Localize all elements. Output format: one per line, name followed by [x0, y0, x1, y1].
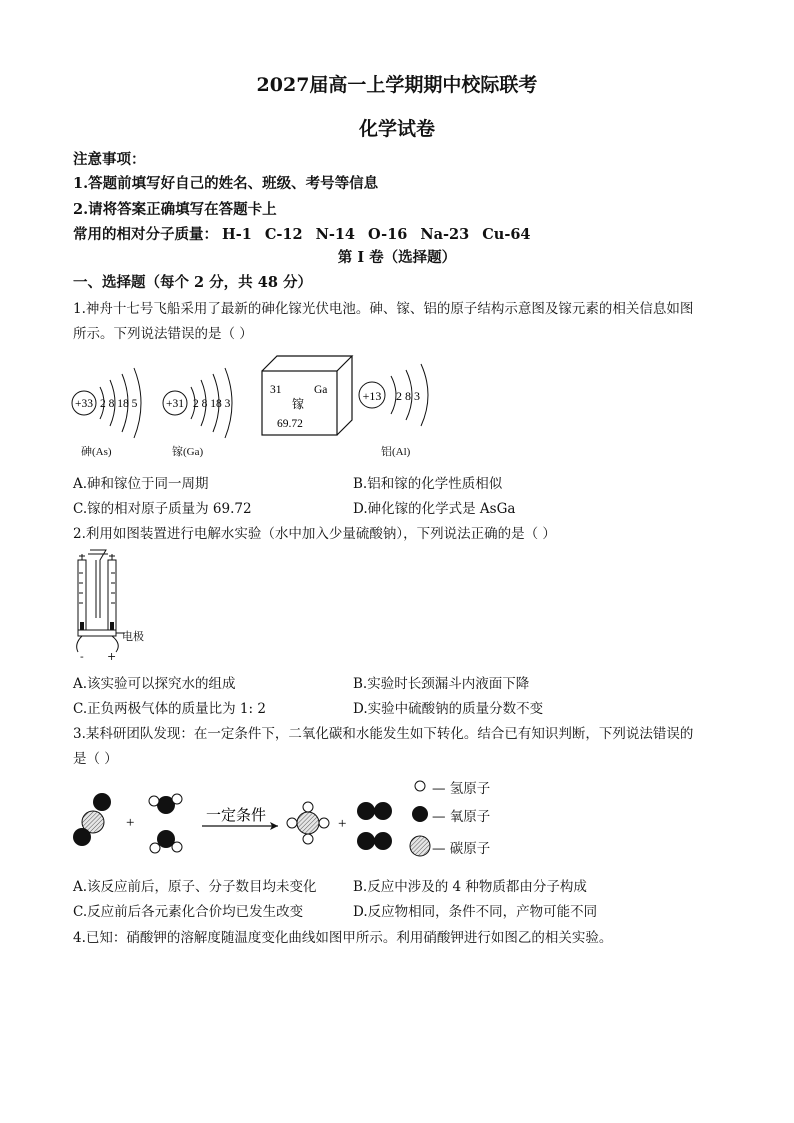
ga-symbol: Ga: [314, 384, 328, 396]
q1-option-a: A.砷和镓位于同一周期: [73, 476, 209, 492]
ga-label: 镓(Ga): [172, 446, 204, 458]
q2-option-b: B.实验时长颈漏斗内液面下降: [353, 676, 530, 692]
legend-hydrogen: — 氢原子: [432, 781, 491, 797]
notes-heading: 注意事项：: [73, 151, 146, 168]
q1-stem-line2: 所示。下列说法错误的是（ ）: [73, 326, 253, 342]
electrolysis-apparatus: [70, 548, 130, 663]
mass-c: C-12: [264, 226, 303, 243]
note-item-1: 1.答题前填写好自己的姓名、班级、考号等信息: [73, 175, 379, 192]
atomic-mass-row: [73, 223, 544, 244]
as-shells: 2 8 18 5: [100, 398, 138, 410]
oxygen-molecule-1: [357, 802, 392, 820]
q1-stem-line1: 1.神舟十七号飞船采用了最新的砷化镓光伏电池。砷、镓、铝的原子结构示意图及镓元素的相关信息如图: [73, 301, 694, 317]
legend-oxygen: — 氧原子: [432, 809, 491, 825]
q1-option-d: D.砷化镓的化学式是 AsGa: [353, 501, 516, 517]
reaction-condition: 一定条件: [206, 808, 267, 824]
q4-stem: 4.已知：硝酸钾的溶解度随温度变化曲线如图甲所示。利用硝酸钾进行如图乙的相关实验。: [73, 930, 613, 946]
co2-molecule: [73, 793, 111, 846]
al-atom-diagram: [359, 364, 428, 426]
as-nucleus: +33: [75, 398, 93, 410]
water-molecule-1: [149, 794, 182, 814]
exam-title: 2027届高一上学期期中校际联考: [256, 74, 538, 96]
q2-stem: 2.利用如图装置进行电解水实验（水中加入少量硫酸钠），下列说法正确的是（ ）: [73, 526, 556, 542]
q2-option-d: D.实验中硫酸钠的质量分数不变: [353, 701, 544, 717]
positive-terminal: +: [107, 650, 117, 663]
product-plus: +: [338, 816, 347, 832]
ga-nucleus: +31: [166, 398, 184, 410]
mass-n: N-14: [315, 226, 356, 243]
al-shells: 2 8 3: [396, 389, 420, 403]
legend-carbon: — 碳原子: [432, 841, 491, 857]
al-nucleus: +13: [362, 389, 382, 403]
mass-na: Na-23: [420, 226, 470, 243]
product-molecule: [287, 802, 329, 844]
al-label: 铝(Al): [381, 446, 411, 458]
ga-name: 镓: [292, 397, 305, 411]
ga-atom-diagram: [163, 368, 232, 438]
q3-option-a: A.该反应前后，原子、分子数目均未变化: [73, 879, 317, 895]
q2-option-a: A.该实验可以探究水的组成: [73, 676, 236, 692]
electrode-label: 电极: [122, 630, 144, 643]
ga-atomic-number: 31: [270, 384, 282, 396]
legend-carbon-symbol: [410, 836, 430, 856]
atomic-mass-label: 常用的相对分子质量：: [73, 226, 218, 243]
q3-option-c: C.反应前后各元素化合价均已发生改变: [73, 904, 304, 920]
ga-shells: 2 8 18 3: [193, 398, 231, 410]
as-atom-diagram: [72, 368, 141, 438]
water-molecule-2: [150, 830, 182, 853]
q3-option-d: D.反应物相同，条件不同，产物可能不同: [353, 904, 598, 920]
oxygen-molecule-2: [357, 832, 392, 850]
legend-hydrogen-symbol: [415, 781, 425, 791]
negative-terminal: -: [80, 650, 84, 663]
ga-atomic-mass: 69.72: [277, 418, 303, 430]
section-heading: 一、选择题（每个 2 分，共 48 分）: [73, 274, 312, 291]
q2-option-c: C.正负两极气体的质量比为 1: 2: [73, 701, 266, 717]
mass-cu: Cu-64: [482, 226, 531, 243]
note-item-2: 2.请将答案正确填写在答题卡上: [73, 201, 277, 218]
part1-title: 第 Ⅰ 卷（选择题）: [337, 249, 457, 266]
ga-element-cell: [262, 356, 352, 435]
q3-stem-line1: 3.某科研团队发现：在一定条件下，二氧化碳和水能发生如下转化。结合已有知识判断，下列说法错误的: [73, 726, 694, 742]
as-label: 砷(As): [81, 446, 112, 458]
reactant-plus: +: [126, 815, 135, 831]
mass-h: H-1: [222, 226, 252, 243]
subject-title: 化学试卷: [358, 118, 435, 140]
q1-option-c: C.镓的相对原子质量为 69.72: [73, 501, 252, 517]
q1-option-b: B.铝和镓的化学性质相似: [353, 476, 503, 492]
q3-option-b: B.反应中涉及的 4 种物质都由分子构成: [353, 879, 587, 895]
q3-stem-line2: 是（ ）: [73, 751, 118, 767]
mass-o: O-16: [368, 226, 408, 243]
legend-oxygen-symbol: [412, 806, 428, 822]
